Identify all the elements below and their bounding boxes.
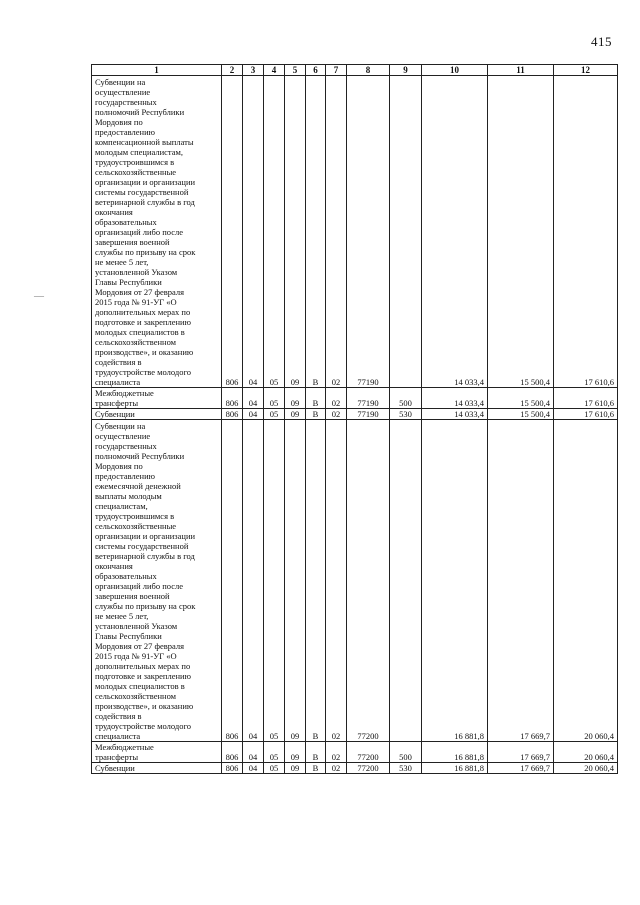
description-line: трансферты (95, 752, 139, 762)
code-cell: 05 (264, 76, 285, 388)
code-cell: 04 (243, 388, 264, 409)
description-line: Мордовия по (95, 461, 143, 471)
amount-cell: 14 033,4 (422, 388, 488, 409)
description-line: компенсационной выплаты (95, 137, 194, 147)
code-cell: 09 (285, 763, 306, 774)
column-header: 9 (390, 65, 422, 76)
description-line: полномочий Республики (95, 107, 185, 117)
code-cell: 02 (326, 742, 347, 763)
code-cell: В (306, 763, 326, 774)
description-line: трудоустройстве молодого (95, 721, 192, 731)
scan-speck: — (34, 291, 44, 302)
description-line: Межбюджетные (95, 742, 154, 752)
description-line: организации и организации (95, 177, 196, 187)
code-cell: В (306, 388, 326, 409)
description-line: не менее 5 лет, (95, 257, 149, 267)
amount-cell: 16 881,8 (422, 763, 488, 774)
description-line: образовательных (95, 217, 157, 227)
code-cell: 806 (222, 742, 243, 763)
column-header: 4 (264, 65, 285, 76)
code-cell: 77200 (347, 763, 390, 774)
description-line: организации и организации (95, 531, 196, 541)
description-line: выплаты молодым (95, 491, 162, 501)
description-line: трудоустроившимся в (95, 157, 175, 167)
description-line: службы по призыву на срок (95, 247, 196, 257)
row-description (92, 763, 222, 774)
row-description (92, 76, 222, 388)
description-line: специалиста (95, 377, 141, 387)
description-line: Мордовия от 27 февраля (95, 641, 185, 651)
code-cell: 02 (326, 763, 347, 774)
code-cell: 500 (390, 388, 422, 409)
row-description (92, 742, 222, 763)
amount-cell: 14 033,4 (422, 76, 488, 388)
code-cell (390, 76, 422, 388)
description-line: не менее 5 лет, (95, 611, 149, 621)
description-line: 2015 года № 91-УГ «О (95, 651, 177, 661)
description-line: производстве», и оказанию (95, 347, 194, 357)
description-line: сельскохозяйственном (95, 337, 177, 347)
code-cell: В (306, 409, 326, 420)
description-line: трудоустроившимся в (95, 511, 175, 521)
code-cell: 05 (264, 388, 285, 409)
description-line: Субвенции на (95, 77, 146, 87)
table-row (92, 388, 618, 409)
description-line: молодых специалистов в (95, 681, 185, 691)
row-description (92, 409, 222, 420)
code-cell: 04 (243, 76, 264, 388)
code-cell: 806 (222, 420, 243, 742)
description-line: Мордовия от 27 февраля (95, 287, 185, 297)
code-cell: 05 (264, 763, 285, 774)
description-line: дополнительных мерах по (95, 661, 191, 671)
code-cell: 05 (264, 420, 285, 742)
column-header: 12 (554, 65, 618, 76)
description-line: сельскохозяйственные (95, 167, 177, 177)
code-cell: 77190 (347, 76, 390, 388)
code-cell: 09 (285, 388, 306, 409)
description-line: организаций либо после (95, 227, 184, 237)
description-line: установленной Указом (95, 621, 178, 631)
code-cell: 02 (326, 409, 347, 420)
amount-cell: 17 669,7 (488, 763, 554, 774)
description-line: производстве», и оказанию (95, 701, 194, 711)
code-cell: 530 (390, 409, 422, 420)
code-cell: 09 (285, 420, 306, 742)
description-line: подготовке и закреплению (95, 317, 191, 327)
amount-cell: 17 610,6 (554, 409, 618, 420)
description-line: Мордовия по (95, 117, 143, 127)
column-header: 3 (243, 65, 264, 76)
code-cell: 09 (285, 409, 306, 420)
amount-cell: 20 060,4 (554, 763, 618, 774)
code-cell: 77190 (347, 388, 390, 409)
description-line: трансферты (95, 398, 139, 408)
amount-cell: 16 881,8 (422, 420, 488, 742)
column-header: 10 (422, 65, 488, 76)
description-line: осуществление (95, 431, 151, 441)
description-line: окончания (95, 207, 133, 217)
amount-cell: 15 500,4 (488, 76, 554, 388)
code-cell: 09 (285, 742, 306, 763)
description-line: окончания (95, 561, 133, 571)
column-header: 2 (222, 65, 243, 76)
description-line: государственных (95, 97, 157, 107)
description-line: службы по призыву на срок (95, 601, 196, 611)
column-header: 1 (92, 65, 222, 76)
column-header: 6 (306, 65, 326, 76)
column-header: 7 (326, 65, 347, 76)
page-number: 415 (591, 34, 612, 49)
description-line: специалистам, (95, 501, 148, 511)
table-row (92, 763, 618, 774)
description-line: содействия в (95, 357, 142, 367)
description-line: системы государственной (95, 541, 189, 551)
description-line: государственных (95, 441, 157, 451)
column-header: 11 (488, 65, 554, 76)
amount-cell: 17 669,7 (488, 742, 554, 763)
code-cell: 02 (326, 76, 347, 388)
code-cell: 806 (222, 409, 243, 420)
table-row (92, 409, 618, 420)
amount-cell: 17 610,6 (554, 388, 618, 409)
description-line: Межбюджетные (95, 388, 154, 398)
description-line: сельскохозяйственные (95, 521, 177, 531)
budget-table (91, 64, 618, 774)
description-line: ежемесячной денежной (95, 481, 181, 491)
description-line: сельскохозяйственном (95, 691, 177, 701)
code-cell: В (306, 420, 326, 742)
amount-cell: 16 881,8 (422, 742, 488, 763)
description-line: 2015 года № 91-УГ «О (95, 297, 177, 307)
table-row (92, 76, 618, 388)
table-row (92, 742, 618, 763)
description-line: специалиста (95, 731, 141, 741)
column-header: 8 (347, 65, 390, 76)
description-line: ветеринарной службы в год (95, 551, 195, 561)
amount-cell: 17 669,7 (488, 420, 554, 742)
code-cell: 04 (243, 420, 264, 742)
amount-cell: 15 500,4 (488, 409, 554, 420)
description-line: трудоустройстве молодого (95, 367, 192, 377)
code-cell: 806 (222, 76, 243, 388)
description-line: Главы Республики (95, 277, 162, 287)
description-line: Главы Республики (95, 631, 162, 641)
code-cell: 02 (326, 388, 347, 409)
code-cell: 530 (390, 763, 422, 774)
description-line: завершения военной (95, 237, 170, 247)
row-description (92, 388, 222, 409)
code-cell: 09 (285, 76, 306, 388)
description-line: подготовке и закреплению (95, 671, 191, 681)
code-cell: 500 (390, 742, 422, 763)
description-line: молодым специалистам, (95, 147, 184, 157)
amount-cell: 15 500,4 (488, 388, 554, 409)
code-cell: 806 (222, 763, 243, 774)
amount-cell: 20 060,4 (554, 742, 618, 763)
description-line: содействия в (95, 711, 142, 721)
description-line: предоставлению (95, 471, 155, 481)
code-cell: В (306, 76, 326, 388)
code-cell: 04 (243, 763, 264, 774)
code-cell: 04 (243, 742, 264, 763)
code-cell: 806 (222, 388, 243, 409)
code-cell: 77200 (347, 742, 390, 763)
description-line: молодых специалистов в (95, 327, 185, 337)
code-cell: 05 (264, 742, 285, 763)
description-line: образовательных (95, 571, 157, 581)
amount-cell: 14 033,4 (422, 409, 488, 420)
code-cell: 77190 (347, 409, 390, 420)
amount-cell: 20 060,4 (554, 420, 618, 742)
column-header: 5 (285, 65, 306, 76)
description-line: полномочий Республики (95, 451, 185, 461)
code-cell: 77200 (347, 420, 390, 742)
description-line: Субвенции на (95, 421, 146, 431)
description-line: организаций либо после (95, 581, 184, 591)
code-cell: 02 (326, 420, 347, 742)
code-cell (390, 420, 422, 742)
description-line: Субвенции (95, 763, 135, 773)
description-line: установленной Указом (95, 267, 178, 277)
row-description (92, 420, 222, 742)
table-row (92, 420, 618, 742)
description-line: предоставлению (95, 127, 155, 137)
description-line: завершения военной (95, 591, 170, 601)
description-line: ветеринарной службы в год (95, 197, 195, 207)
description-line: системы государственной (95, 187, 189, 197)
description-line: дополнительных мерах по (95, 307, 191, 317)
code-cell: 04 (243, 409, 264, 420)
amount-cell: 17 610,6 (554, 76, 618, 388)
table-body (92, 76, 618, 774)
code-cell: 05 (264, 409, 285, 420)
description-line: Субвенции (95, 409, 135, 419)
description-line: осуществление (95, 87, 151, 97)
code-cell: В (306, 742, 326, 763)
header-row (92, 65, 618, 76)
